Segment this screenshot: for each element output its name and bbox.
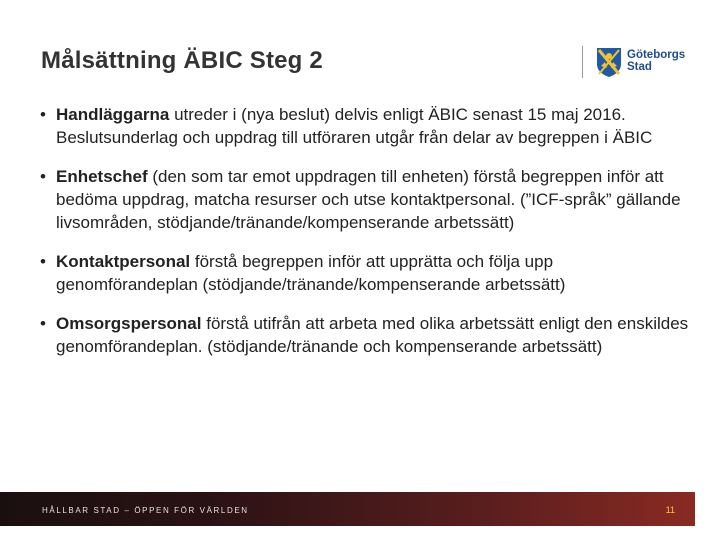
bullet-list (40, 103, 690, 374)
logo-line-2: Stad (627, 61, 652, 73)
bullet-text: (den som tar emot uppdragen till enheten) förstå begreppen inför att bedöma uppdrag, matcha resurser och utse kontaktpersonal. (”ICF-språk” gällande livsområden, stödjande/tränande/kompenserande arbetssätt) (56, 167, 681, 232)
bullet-item (40, 165, 690, 234)
bullet-bold: Handläggarna (56, 105, 170, 124)
bullet-text: förstå begreppen inför att upprätta och följa upp genomförandeplan (stödjande/tränande/kompenserande arbetssätt) (56, 252, 566, 294)
logo-line-1: Göteborgs (627, 49, 686, 61)
bullet-bold: Omsorgspersonal (56, 314, 202, 333)
slide-title: Målsättning ÄBIC Steg 2 (41, 47, 323, 74)
logo-text (627, 49, 685, 73)
bullet-text: utreder i (nya beslut) delvis enligt ÄBIC senast 15 maj 2016. Beslutsunderlag och uppdrag till utföraren utgår från delar av begreppen i ÄBIC (56, 105, 653, 147)
bullet-text: förstå utifrån att arbeta med olika arbetssätt enligt den enskildes genomförandeplan. (stödjande/tränande och kompenserande arbetssätt) (56, 314, 689, 356)
bullet-item (40, 250, 690, 296)
logo-divider (582, 46, 583, 78)
bullet-item (40, 312, 690, 358)
bullet-item (40, 103, 690, 149)
footer-bar (0, 492, 695, 526)
goteborgs-stad-logo (582, 44, 692, 80)
footer-tagline: HÅLLBAR STAD – ÖPPEN FÖR VÄRLDEN (42, 506, 249, 515)
coat-of-arms-icon (595, 46, 623, 78)
bullet-bold: Kontaktpersonal (56, 252, 191, 271)
bullet-bold: Enhetschef (56, 167, 148, 186)
page-number: 11 (665, 505, 675, 515)
